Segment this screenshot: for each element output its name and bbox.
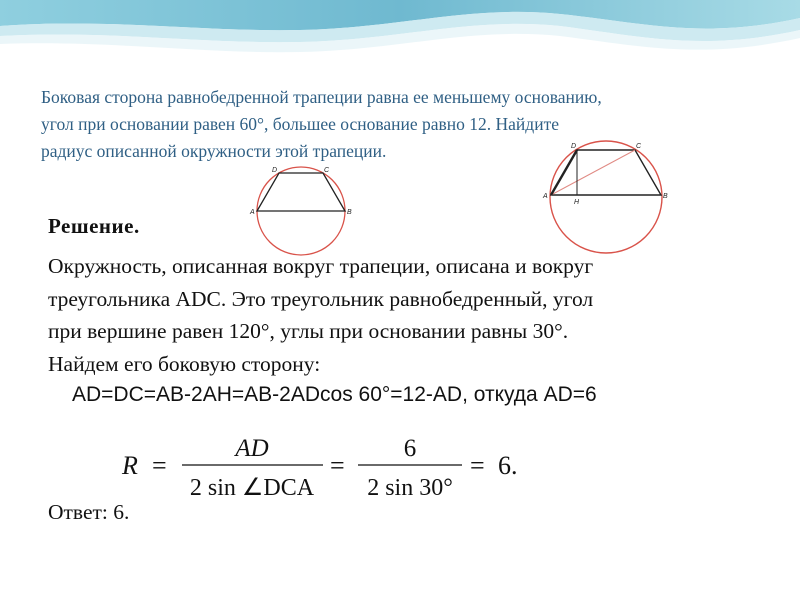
formula-den-2: 2 sin 30° [367,475,453,500]
radius-formula [120,432,540,500]
header-wave-decoration [0,0,800,80]
solution-line-2: треугольника ADC. Это треугольник равнобедренный, угол [48,286,594,311]
small-label-C: C [324,167,330,174]
small-label-A: A [250,209,255,216]
large-label-C: C [636,143,642,150]
solution-body [48,250,768,380]
solution-line-1: Окружность, описанная вокруг трапеции, описана и вокруг [48,254,594,278]
solution-line-3: при вершине равен 120°, углы при основании равны 30°. [48,319,569,343]
problem-line-3: радиус описанной окружности этой трапеции. [41,141,387,161]
solution-title: Решение. [48,214,140,238]
large-label-A: A [543,193,548,200]
problem-line-2: угол при основании равен 60°, большее основание равно 12. Найдите [41,114,559,134]
equation-line: AD=DC=AB-2AH=AB-2ADcos 60°=12-AD, откуда AD=6 [72,383,597,406]
small-figure [246,165,356,257]
formula-lhs: R [122,451,138,480]
small-label-D: D [272,167,278,174]
formula-num-2: 6 [403,435,417,462]
large-circumcircle [550,141,662,253]
formula-num-1: AD [235,435,269,462]
large-label-D: D [571,143,577,150]
formula-den-1: 2 sin ∠DCA [189,475,315,500]
small-label-B: B [347,209,352,216]
large-figure [542,140,670,262]
problem-line-1: Боковая сторона равнобедренной трапеции равна ее меньшему основанию, [41,87,602,107]
formula-result: 6. [498,451,518,480]
large-label-B: B [663,193,668,200]
formula-eq-1: = [152,451,167,480]
formula-eq-2: = [330,451,345,480]
solution-line-4: Найдем его боковую сторону: [48,351,321,376]
large-label-H: H [574,199,580,206]
answer-line: Ответ: 6. [48,500,130,524]
formula-eq-3: = [470,451,485,480]
